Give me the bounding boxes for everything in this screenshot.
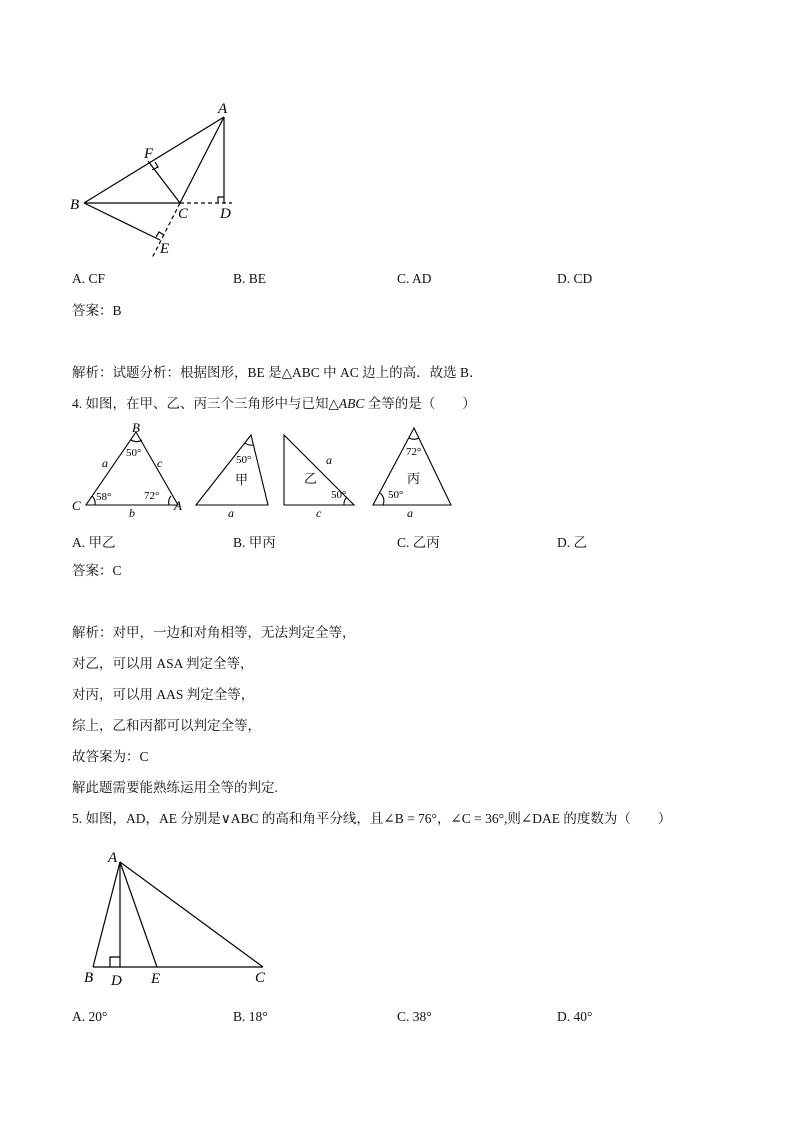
label-c: C (178, 206, 189, 222)
q4-analysis-line-2: 对乙，可以用 ASA 判定全等， (72, 656, 254, 671)
yi-side-c: c (316, 506, 322, 520)
jia-side: a (228, 506, 234, 520)
q5-option-b: B. 18° (233, 1009, 268, 1024)
q3-option-a: A. CF (72, 271, 106, 286)
bing-side: a (407, 506, 413, 520)
q5-figure (78, 845, 278, 990)
abc-side-a: a (102, 456, 108, 470)
line-ac (120, 862, 263, 967)
label-b: B (70, 197, 80, 213)
abc-label-a: A (174, 498, 182, 513)
line-cf (148, 161, 180, 203)
q5-option-d: D. 40° (557, 1009, 593, 1024)
q3-answer: 答案：B (72, 303, 122, 318)
bing-name: 丙 (407, 471, 421, 486)
right-angle-d (218, 197, 224, 203)
q5-option-a: A. 20° (72, 1009, 108, 1024)
arc-bing-left (380, 493, 384, 505)
q4-option-d: D. 乙 (557, 535, 587, 550)
q5-label-b: B (84, 970, 94, 986)
abc-angle-b: 50° (126, 447, 142, 459)
bing-angle-top: 72° (406, 446, 422, 458)
abc-side-b: b (129, 506, 135, 520)
right-angle-d (110, 957, 120, 967)
q5-label-c: C (255, 970, 266, 986)
yi-name: 乙 (304, 471, 318, 486)
q4-analysis-line-1: 解析：对甲，一边和对角相等，无法判定全等， (72, 625, 356, 640)
q4-stem (72, 395, 476, 413)
q4-option-b: B. 甲丙 (233, 535, 276, 550)
q4-stem-prefix: 4. 如图，在甲、乙、丙三个三角形中与已知△ (72, 396, 339, 411)
q4-analysis-line-4: 综上，乙和丙都可以判定全等， (72, 718, 261, 733)
arc-c (92, 496, 95, 505)
q5-stem: 5. 如图，AD，AE 分别是∨ABC 的高和角平分线，且∠B = 76°，∠C = 36°,则∠DAE 的度数为（ ） (72, 811, 672, 826)
q4-figure (68, 420, 458, 520)
label-e: E (160, 241, 170, 257)
q3-option-d: D. CD (557, 271, 593, 286)
line-ae (120, 862, 157, 967)
q5-label-e: E (151, 971, 161, 987)
q4-option-a: A. 甲乙 (72, 535, 116, 550)
line-be (84, 203, 160, 240)
abc-label-b: B (132, 420, 140, 435)
abc-angle-c: 58° (96, 491, 112, 503)
q4-answer: 答案：C (72, 563, 122, 578)
q5-option-c: C. 38° (397, 1009, 432, 1024)
q4-option-c: C. 乙丙 (397, 535, 440, 550)
q5-label-a: A (108, 850, 118, 866)
label-f: F (144, 146, 154, 162)
q4-analysis-line-5: 故答案为：C (72, 749, 149, 764)
q4-analysis-line-3: 对丙，可以用 AAS 判定全等， (72, 687, 255, 702)
right-angle-f (152, 162, 158, 170)
arc-a (169, 496, 171, 505)
q4-stem-suffix: 全等的是（ ） (364, 396, 476, 411)
label-a: A (218, 101, 228, 117)
bing-angle-left: 50° (388, 489, 404, 501)
q3-figure (60, 95, 260, 265)
q3-option-b: B. BE (233, 271, 267, 286)
yi-side-a: a (326, 453, 332, 467)
abc-angle-a: 72° (144, 490, 160, 502)
abc-side-c: c (157, 456, 163, 470)
triangle-jia (196, 435, 268, 505)
yi-angle: 50° (331, 489, 347, 501)
arc-jia (245, 443, 253, 445)
label-d: D (220, 206, 231, 222)
abc-label-c: C (72, 498, 81, 513)
arc-bing-top (409, 438, 419, 439)
q3-analysis: 解析：试题分析：根据图形，BE 是△ABC 中 AC 边上的高．故选 B． (72, 365, 483, 380)
q3-option-c: C. AD (397, 271, 432, 286)
q4-analysis-line-6: 解此题需要能熟练运用全等的判定. (72, 780, 278, 795)
q5-label-d: D (111, 973, 122, 989)
line-ab (93, 862, 120, 967)
line-ba (84, 117, 224, 203)
jia-name: 甲 (235, 472, 249, 487)
q4-stem-abc: ABC (338, 396, 365, 411)
jia-angle: 50° (236, 454, 252, 466)
